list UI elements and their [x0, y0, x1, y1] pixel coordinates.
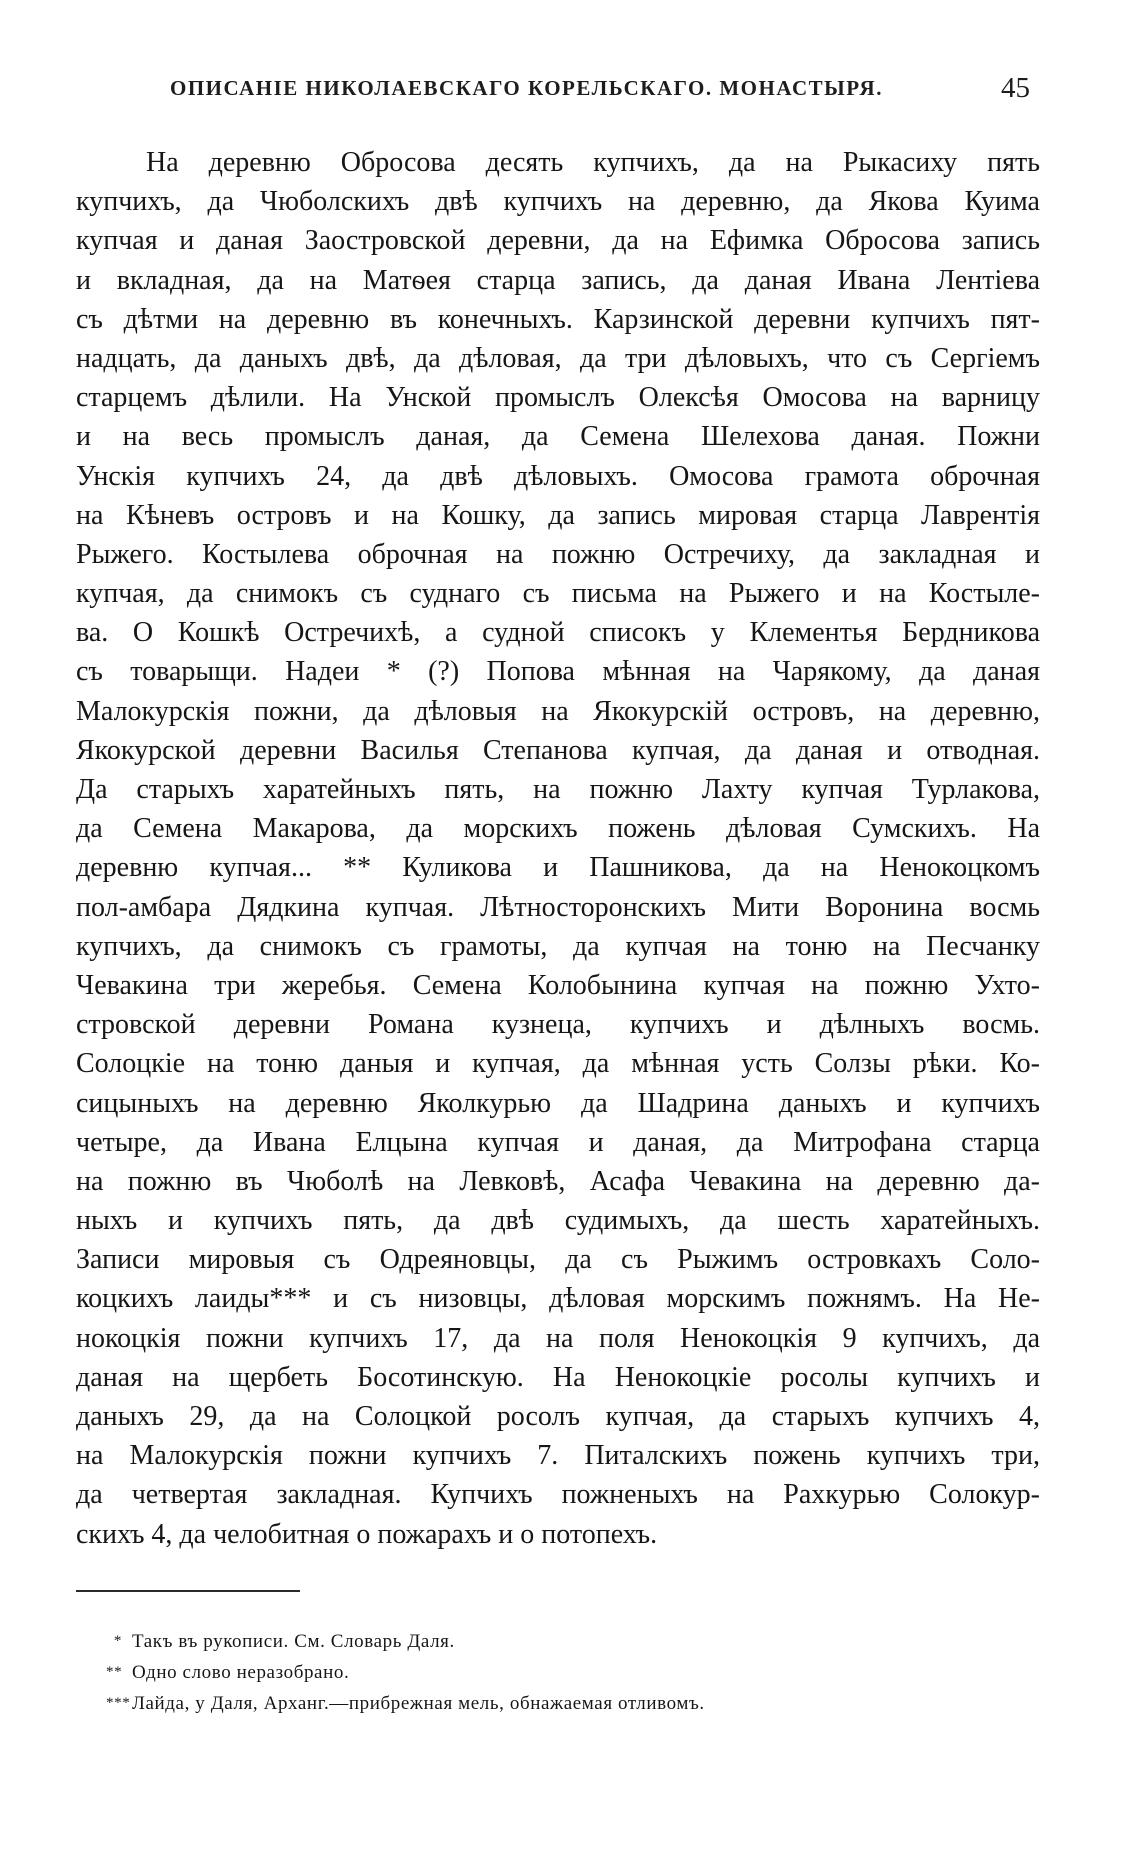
footnotes [106, 1626, 1008, 1719]
text-line: даная на щербеть Босотинскую. На Ненокоцкіе росолы купчихъ и [76, 1361, 1040, 1393]
text-line: на Малокурскія пожни купчихъ 7. Питалскихъ пожень купчихъ три, [76, 1440, 1040, 1472]
text-line: на Кѣневъ островъ и на Кошку, да запись мировая старца Лаврентія [76, 499, 1040, 531]
text-line: съ товарыщи. Надеи * (?) Попова мѣнная на Чарякому, да даная [76, 656, 1040, 688]
text-line: и на весь промыслъ даная, да Семена Шелехова даная. Пожни [76, 421, 1040, 453]
text-line: да Семена Макарова, да морскихъ пожень дѣловая Сумскихъ. На [76, 813, 1040, 845]
text-line: нокоцкія пожни купчихъ 17, да на поля Ненокоцкія 9 купчихъ, да [76, 1322, 1040, 1354]
running-head [170, 72, 1030, 112]
text-line: сицыныхъ на деревню Яколкурью да Шадрина даныхъ и купчихъ [76, 1087, 1040, 1119]
text-line: купчихъ, да снимокъ съ грамоты, да купчая на тоню на Песчанку [76, 930, 1040, 962]
text-line: Якокурской деревни Василья Степанова купчая, да даная и отводная. [76, 734, 1040, 766]
text-line: скихъ 4, да челобитная о пожарахъ и о потопехъ. [76, 1518, 658, 1550]
text-line: да четвертая закладная. Купчихъ пожненыхъ на Рахкурью Солокур- [76, 1479, 1040, 1511]
text-line: ва. О Кошкѣ Остречихѣ, а судной списокъ у Клементья Бердникова [76, 617, 1040, 649]
text-line: на пожню въ Чюболѣ на Левковѣ, Асафа Чевакина на деревню да- [76, 1165, 1040, 1197]
text-line: Солоцкіе на тоню даныя и купчая, да мѣнная усть Солзы рѣки. Ко- [76, 1048, 1040, 1080]
text-line: Записи мировыя съ Одреяновцы, да съ Рыжимъ островкахъ Соло- [76, 1244, 1040, 1276]
footnote [113, 1626, 1008, 1657]
text-line: купчая и даная Заостровской деревни, да на Ефимка Обросова запись [76, 225, 1040, 257]
text-line: Чевакина три жеребья. Семена Колобынина купчая на пожню Ухто- [76, 969, 1040, 1001]
text-line: пол-амбара Дядкина купчая. Лѣтносторонскихъ Мити Воронина восмь [76, 891, 1040, 923]
text-line: На деревню Обросова десять купчихъ, да на Рыкасиху пять [146, 147, 1040, 178]
footnote-mark: *** [106, 1695, 131, 1711]
running-title: ОПИСАНІЕ НИКОЛАЕВСКАГО КОРЕЛЬСКАГО. МОНАСТЫРЯ. [170, 76, 883, 100]
text-line: коцкихъ лаиды*** и съ низовцы, дѣловая морскимъ пожнямъ. На Не- [76, 1283, 1040, 1315]
text-line: купчая, да снимокъ съ суднаго съ письма на Рыжего и на Костыле- [76, 578, 1040, 610]
text-line: надцать, да даныхъ двѣ, да дѣловая, да три дѣловыхъ, что съ Сергіемъ [76, 342, 1040, 374]
footnote-divider [76, 1590, 300, 1592]
text-line: Унскія купчихъ 24, да двѣ дѣловыхъ. Омосова грамота оброчная [76, 460, 1040, 492]
text-line: ныхъ и купчихъ пять, да двѣ судимыхъ, да шесть харатейныхъ. [76, 1205, 1040, 1237]
text-line: Малокурскія пожни, да дѣловыя на Якокурскій островъ, на деревню, [76, 695, 1040, 727]
footnote-mark: * [113, 1633, 122, 1649]
text-line: даныхъ 29, да на Солоцкой росолъ купчая, да старыхъ купчихъ 4, [76, 1401, 1040, 1432]
page-number: 45 [1001, 72, 1030, 104]
text-line: и вкладная, да на Матѳея старца запись, да даная Ивана Лентіева [76, 264, 1040, 296]
footnote-mark: ** [106, 1664, 123, 1680]
text-line: Рыжего. Костылева оброчная на пожню Остречиху, да закладная и [76, 538, 1040, 570]
text-line: четыре, да Ивана Елцына купчая и даная, да Митрофана старца [76, 1126, 1040, 1158]
text-line: купчихъ, да Чюболскихъ двѣ купчихъ на деревню, да Якова Куима [76, 186, 1040, 218]
footnote-text: Одно слово неразобрано. [132, 1662, 350, 1683]
text-line: деревню купчая... ** Куликова и Пашникова, да на Ненокоцкомъ [76, 852, 1040, 884]
text-line: Да старыхъ харатейныхъ пять, на пожню Лахту купчая Турлакова, [76, 774, 1040, 805]
footnote-text: Такъ въ рукописи. См. Словарь Даля. [132, 1631, 455, 1652]
footnote [106, 1688, 1008, 1719]
body-text [76, 143, 1040, 1554]
text-line: старцемъ дѣлили. На Унской промыслъ Олексѣя Омосова на варницу [76, 382, 1040, 414]
footnote [106, 1657, 1008, 1688]
text-line: стровской деревни Романа кузнеца, купчихъ и дѣлныхъ восмь. [76, 1009, 1040, 1041]
footnote-text: Лайда, у Даля, Арханг.—прибрежная мель, обнажаемая отливомъ. [132, 1693, 705, 1714]
text-line: съ дѣтми на деревню въ конечныхъ. Карзинской деревни купчихъ пят- [76, 303, 1040, 335]
